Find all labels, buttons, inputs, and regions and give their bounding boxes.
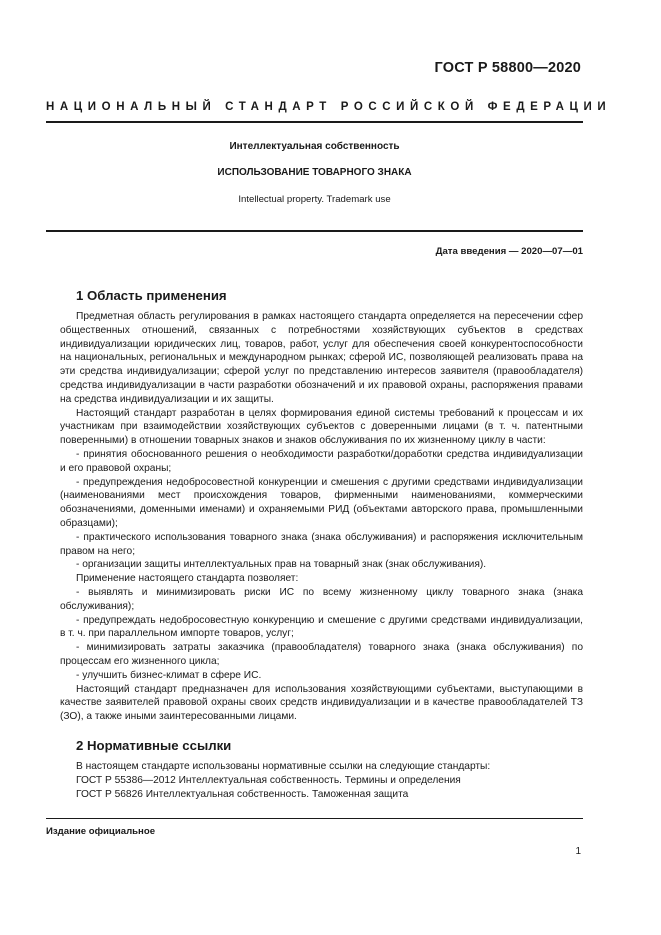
reference-item: ГОСТ Р 55386—2012 Интеллектуальная собственность. Термины и определения (76, 774, 461, 786)
title-ru: Интеллектуальная собственность (229, 141, 400, 152)
paragraph: Настоящий стандарт разработан в целях формирования единой системы требований к процессам и их участникам при взаимодействии хозяйствующих субъектов с доверенными лицами (в т. ч. патентными поверенными) в отношении товарных знаков и знаков обслуживания по их жизненному циклу в части: (60, 407, 583, 447)
official-edition-label: Издание официальное (46, 826, 156, 837)
list-item: - улучшить бизнес-климат в сфере ИС. (76, 669, 262, 681)
paragraph: Настоящий стандарт предназначен для использования хозяйствующими субъектами, выступающими в качестве заявителей правовой охраны своих средств индивидуализации и в качестве правообладателей ТЗ (ЗО), а также иными заинтересованными лицами. (60, 683, 583, 723)
list-item: - предупреждать недобросовестную конкуренцию и смешение с другими средствами индивидуализации, в т. ч. при параллельном импорте товаров, услуг; (60, 614, 583, 640)
reference-item: ГОСТ Р 56826 Интеллектуальная собственность. Таможенная защита (76, 788, 409, 800)
paragraph: Предметная область регулирования в рамках настоящего стандарта определяется на пересечении сфер общественных отношений, связанных с потребностями хозяйствующих субъектов в средствах индивидуализации юридических лиц, товаров, работ, услуг для обеспечения своей конкурентоспособности на национальных, региональных и международном рынках; сферой ИС, позволяющей реализовать права на эти средства индивидуализации; сферой услуг по представлению интересов заявителя (правообладателя) средства индивидуализации в части разработки обозначений и их правовой охраны, распоряжения правами на средства индивидуализации и их защиты. (60, 311, 583, 405)
section-1-body (60, 310, 583, 724)
paragraph: Применение настоящего стандарта позволяет: (76, 573, 299, 585)
list-item: - организации защиты интеллектуальных прав на товарный знак (знак обслуживания). (76, 559, 487, 571)
list-item: - практического использования товарного знака (знака обслуживания) и распоряжения исключительным правом на него; (60, 531, 583, 557)
banner-divider (46, 121, 583, 123)
document-number: ГОСТ Р 58800—2020 (434, 60, 581, 76)
national-standard-banner: НАЦИОНАЛЬНЫЙ СТАНДАРТ РОССИЙСКОЙ ФЕДЕРАЦИИ (46, 101, 612, 113)
list-item: - предупреждения недобросовестной конкуренции и смешения с другими средствами индивидуализации (наименованиями мест происхождения товаров, фирменными наименованиями, коммерческими обозначениями, доменными именами) и охраняемыми РИД (объектами авторского права, промышленными образцами); (60, 476, 583, 529)
introduction-date: Дата введения — 2020—07—01 (435, 246, 583, 257)
paragraph: В настоящем стандарте использованы нормативные ссылки на следующие стандарты: (76, 761, 491, 772)
list-item: - выявлять и минимизировать риски ИС по всему жизненному циклу товарного знака (знака обслуживания); (60, 586, 583, 612)
page-number: 1 (575, 846, 581, 857)
title-en: Intellectual property. Trademark use (238, 194, 391, 205)
section-2-heading: 2 Нормативные ссылки (76, 738, 232, 753)
title-divider (46, 230, 583, 232)
list-item: - принятия обоснованного решения о необходимости разработки/доработки средства индивидуализации и его правовой охраны; (60, 448, 583, 474)
list-item: - минимизировать затраты заказчика (правообладателя) товарного знака (знака обслуживания) по процессам его жизненного цикла; (60, 642, 583, 667)
footer-divider (46, 818, 583, 819)
subtitle-ru: ИСПОЛЬЗОВАНИЕ ТОВАРНОГО ЗНАКА (217, 167, 412, 178)
section-2-body (60, 760, 583, 801)
section-1-heading: 1 Область применения (76, 288, 227, 303)
